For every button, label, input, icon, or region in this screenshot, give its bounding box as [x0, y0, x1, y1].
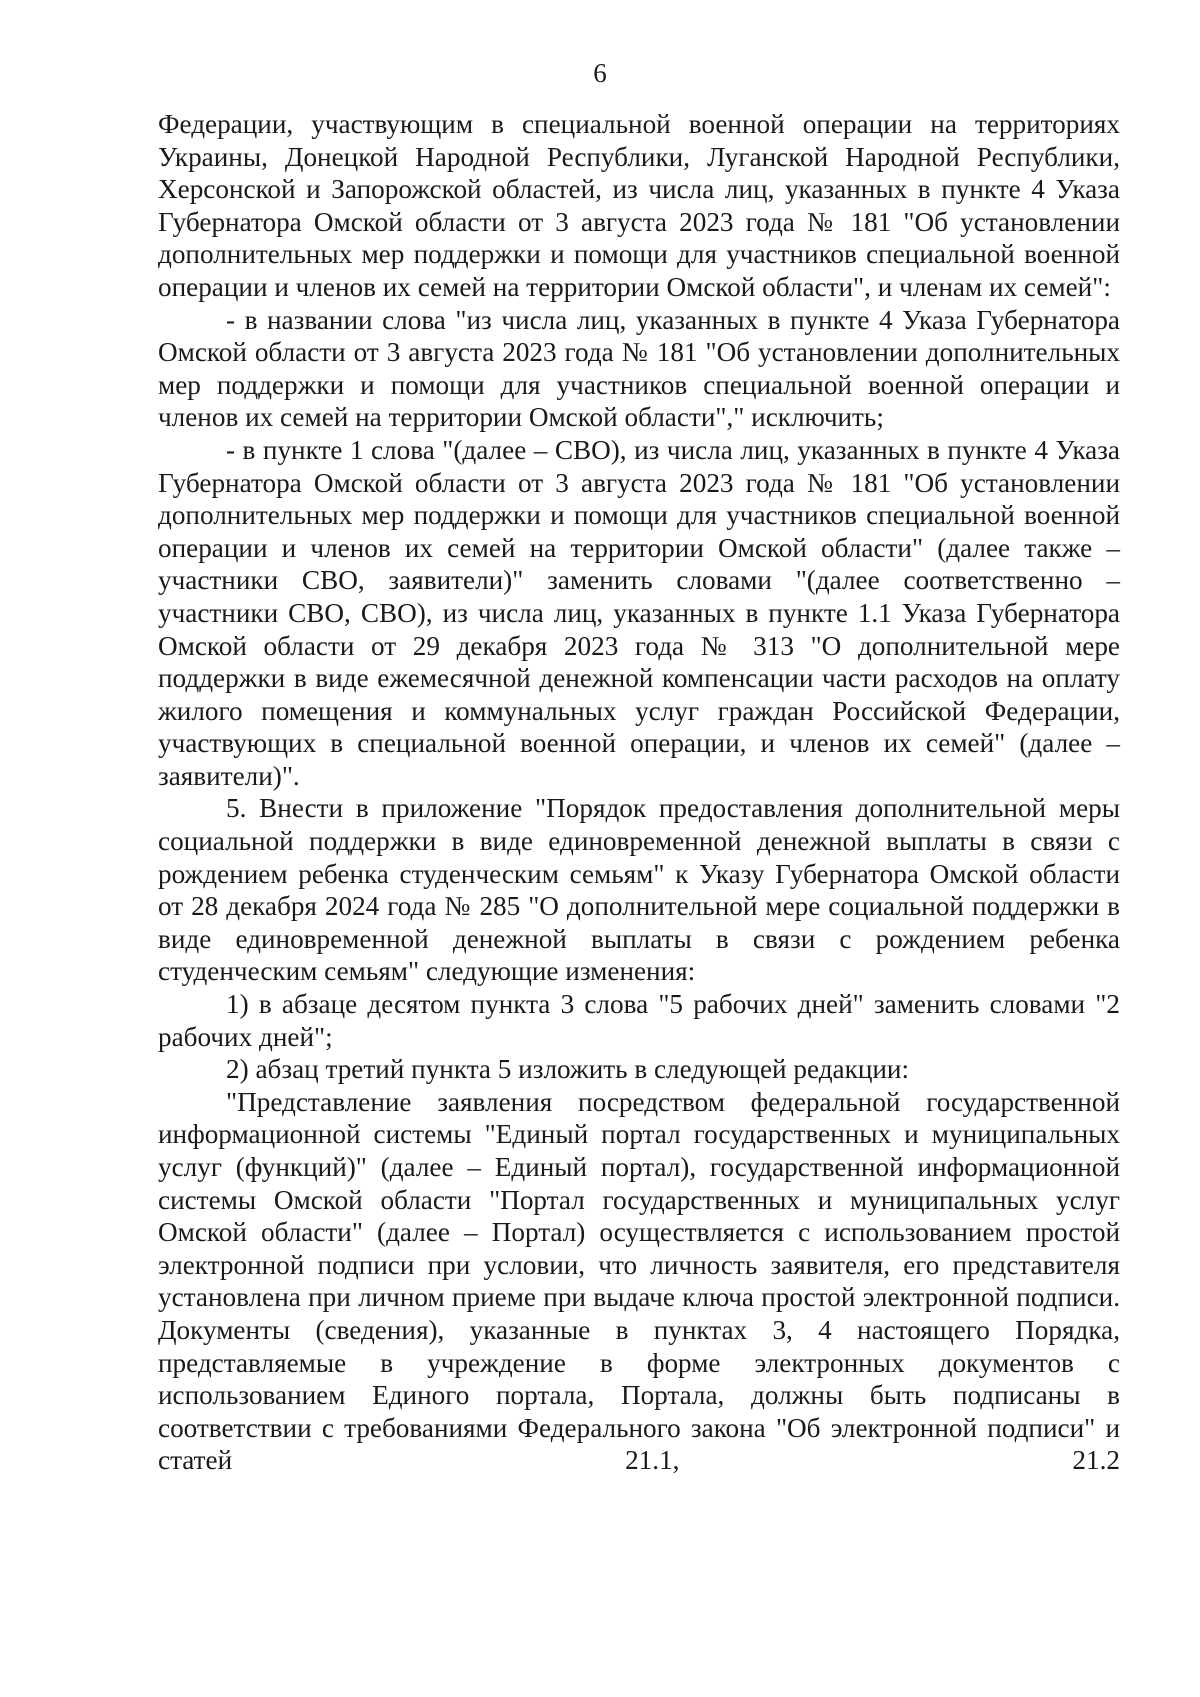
page-number: 6 [593, 58, 607, 88]
paragraph-item-point-1-change: - в пункте 1 слова "(далее – СВО), из числа лиц, указанных в пункте 4 Указа Губернатора Омской области от 3 августа 2023 года № 181 "Об установлении дополнительных мер поддержки и помощи для участников специальной военной операции и членов их семей на территории Омской области" (далее также – участники СВО, заявители)" заменить словами "(далее соответственно – участники СВО, СВО), из числа лиц, указанных в пункте 1.1 Указа Губернатора Омской области от 29 декабря 2023 года № 313 "О дополнительной мере поддержки в виде ежемесячной денежной компенсации части расходов на оплату жилого помещения и коммунальных услуг граждан Российской Федерации, участвующих в специальной военной операции, и членов их семей" (далее – заявители)". [158, 434, 1120, 791]
document-body [158, 108, 1120, 1477]
paragraph-continuation: Федерации, участвующим в специальной военной операции на территориях Украины, Донецкой Народной Республики, Луганской Народной Республики, Херсонской и Запорожской областей, из числа лиц, указанных в пункте 4 Указа Губернатора Омской области от 3 августа 2023 года № 181 "Об установлении дополнительных мер поддержки и помощи для участников специальной военной операции и членов их семей на территории Омской области", и членам их семей": [158, 109, 1120, 302]
paragraph-new-wording: "Представление заявления посредством федеральной государственной информационной системы "Единый портал государственных и муниципальных услуг (функций)" (далее – Единый портал), государственной информационной системы Омской области "Портал государственных и муниципальных услуг Омской области" (далее – Портал) осуществляется с использованием простой электронной подписи при условии, что личность заявителя, его представителя установлена при личном приеме при выдаче ключа простой электронной подписи. Документы (сведения), указанные в пунктах 3, 4 настоящего Порядка, представляемые в учреждение в форме электронных документов с использованием Единого портала, Портала, должны быть подписаны в соответствии с требованиями Федерального закона "Об электронной подписи" и статей 21.1, 21.2 [158, 1086, 1120, 1476]
paragraph-section-5: 5. Внести в приложение "Порядок предоставления дополнительной меры социальной поддержки в виде единовременной денежной выплаты в связи с рождением ребенка студенческим семьям" к Указу Губернатора Омской области от 28 декабря 2024 года № 285 "О дополнительной мере социальной поддержки в виде единовременной денежной выплаты в связи с рождением ребенка студенческим семьям" следующие изменения: [158, 793, 1120, 987]
paragraph-item-title-change: - в названии слова "из числа лиц, указанных в пункте 4 Указа Губернатора Омской области от 3 августа 2023 года № 181 "Об установлении дополнительных мер поддержки и помощи для участников специальной военной операции и членов их семей на территории Омской области"," исключить; [158, 304, 1120, 433]
paragraph-subitem-2: 2) абзац третий пункта 5 изложить в следующей редакции: [226, 1054, 910, 1085]
paragraph-subitem-1: 1) в абзаце десятом пункта 3 слова "5 рабочих дней" заменить словами "2 рабочих дней"; [158, 989, 1120, 1052]
